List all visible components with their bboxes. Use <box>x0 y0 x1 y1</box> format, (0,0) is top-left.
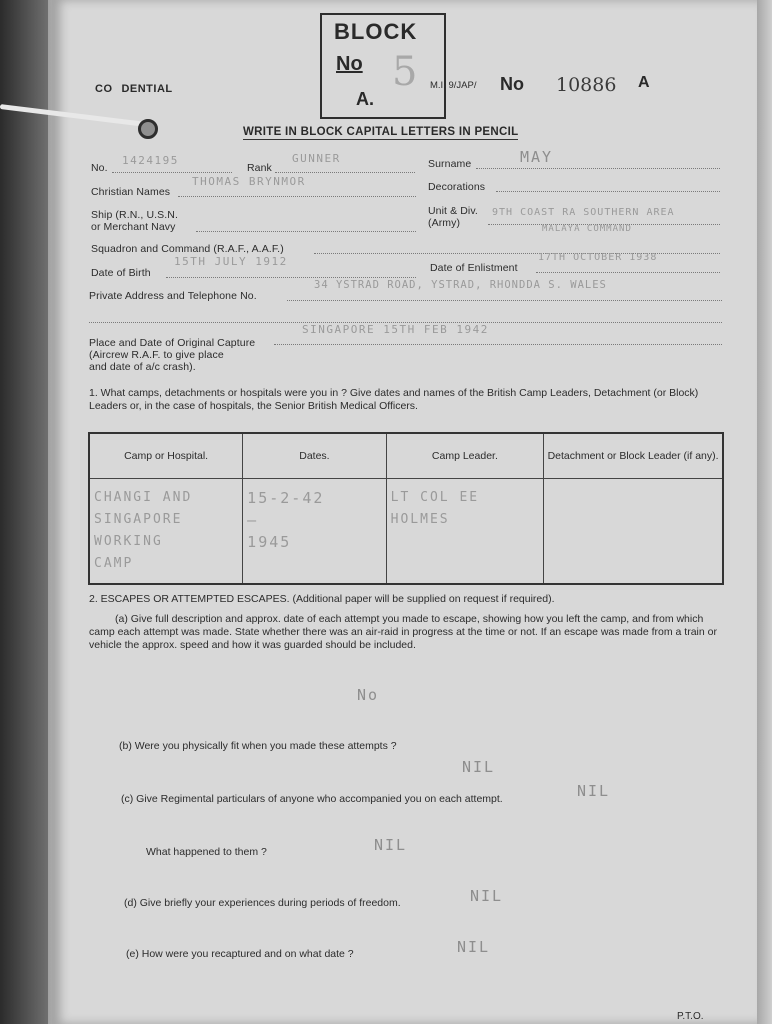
question-2a: (a) Give full description and approx. date of each attempt you made to escape, showing how you left the camp, and from which camp each attempt was made. State whether there was an air-raid in progress at the time or not. If an escape was made from a train or vehicle the approx. speed and how it was guarded should be included. <box>89 613 717 651</box>
surname-value: MAY <box>520 148 554 166</box>
decorations-label: Decorations <box>428 181 486 193</box>
table-row <box>89 479 723 585</box>
christian-names-value: THOMAS BRYNMOR <box>192 175 306 188</box>
answer-2e: NIL <box>457 938 491 956</box>
binder-edge <box>0 0 48 1024</box>
answer-2b: NIL <box>462 758 496 776</box>
pto-label: P.T.O. <box>677 1011 704 1022</box>
christian-names-label: Christian Names <box>91 186 171 198</box>
dob-value: 15TH JULY 1912 <box>174 255 288 268</box>
pencil-instruction-heading: WRITE IN BLOCK CAPITAL LETTERS IN PENCIL <box>243 126 519 138</box>
table-header: Detachment or Block Leader (if any). <box>544 433 723 479</box>
dob-label: Date of Birth <box>91 267 151 279</box>
capture-label-line2: (Aircrew R.A.F. to give place <box>89 349 224 361</box>
enlistment-label: Date of Enlistment <box>430 262 518 274</box>
serial-suffix: A <box>638 74 650 91</box>
unit-value-line2: MALAYA COMMAND <box>542 224 632 234</box>
capture-label-line3: and date of a/c crash). <box>89 361 196 373</box>
section1-question: 1. What camps, detachments or hospitals were you in ? Give dates and names of the British Camp Leaders, Detachment (or Block) Leaders or, in the case of hospitals, the Senior British Medical Officers. <box>89 387 699 412</box>
table-cell: LT COL EE HOLMES <box>386 479 543 585</box>
table-header: Camp Leader. <box>386 433 543 479</box>
unit-value-line1: 9TH COAST RA SOUTHERN AREA <box>492 207 675 218</box>
unit-label-line2: (Army) <box>428 217 461 229</box>
table-header-row <box>89 433 723 479</box>
serial-no-label: No <box>500 74 524 94</box>
mi9-reference: M.I. 9/JAP/ <box>430 80 477 91</box>
question-2e: (e) How were you recaptured and on what date ? <box>126 948 354 960</box>
answer-2c-followup: NIL <box>374 836 408 854</box>
question-2b: (b) Were you physically fit when you made these attempts ? <box>119 740 397 752</box>
table-cell: CHANGI AND SINGAPORE WORKING CAMP <box>89 479 243 585</box>
address-label: Private Address and Telephone No. <box>89 290 257 302</box>
capture-label-line1: Place and Date of Original Capture <box>89 337 256 349</box>
no-label: No. <box>91 162 108 174</box>
answer-2a: No <box>357 686 380 704</box>
surname-label: Surname <box>428 158 472 170</box>
ship-label-line2: or Merchant Navy <box>91 221 176 233</box>
ship-label-line1: Ship (R.N., U.S.N. <box>91 209 178 221</box>
question-2d: (d) Give briefly your experiences during periods of freedom. <box>124 897 401 909</box>
address-value: 34 YSTRAD ROAD, YSTRAD, RHONDDA S. WALES <box>314 279 607 291</box>
block-stamp-box <box>320 13 446 119</box>
block-number: 5 <box>392 49 418 95</box>
squadron-label: Squadron and Command (R.A.F., A.A.F.) <box>91 243 284 255</box>
question-2c-followup: What happened to them ? <box>146 846 267 858</box>
block-title: BLOCK <box>334 19 418 44</box>
answer-2d: NIL <box>470 887 504 905</box>
no-value: 1424195 <box>122 154 179 167</box>
camps-table <box>88 432 724 585</box>
table-cell <box>544 479 723 585</box>
enlistment-value: 17TH OCTOBER 1938 <box>538 252 658 263</box>
confidential-label: CO DENTIAL <box>95 83 173 95</box>
capture-value: SINGAPORE 15TH FEB 1942 <box>302 323 489 336</box>
section2-title: 2. ESCAPES OR ATTEMPTED ESCAPES. (Additional paper will be supplied on request if required). <box>89 593 555 605</box>
table-cell: 15-2-42 – 1945 <box>243 479 386 585</box>
binding-eyelet <box>138 119 158 139</box>
block-no-label: No <box>336 53 363 75</box>
rank-value: GUNNER <box>292 152 341 165</box>
answer-2c: NIL <box>577 782 611 800</box>
document-page <box>52 0 757 1024</box>
rank-label: Rank <box>247 162 272 174</box>
block-letter: A. <box>356 89 374 109</box>
question-2c: (c) Give Regimental particulars of anyone who accompanied you on each attempt. <box>121 793 503 805</box>
unit-label-line1: Unit & Div. <box>428 205 478 217</box>
table-header: Dates. <box>243 433 386 479</box>
table-header: Camp or Hospital. <box>89 433 243 479</box>
serial-number: 10886 <box>556 74 617 96</box>
